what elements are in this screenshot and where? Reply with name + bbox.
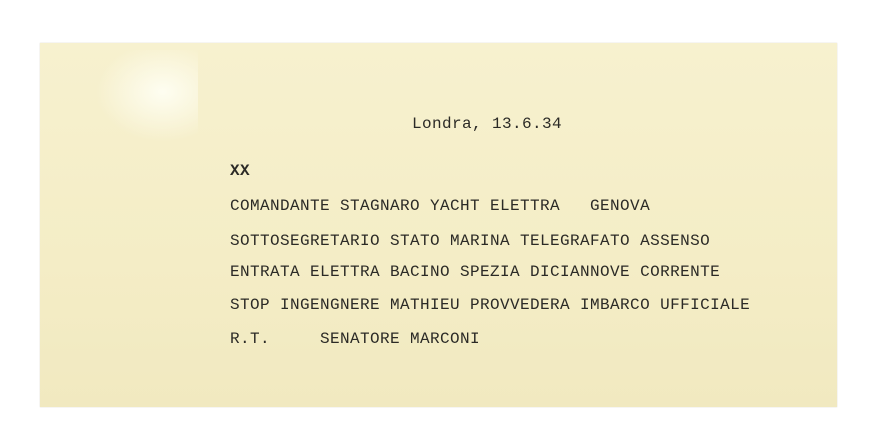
message-line-1: COMANDANTE STAGNARO YACHT ELETTRA GENOVA bbox=[230, 197, 651, 215]
message-line-5: R.T. SENATORE MARCONI bbox=[230, 330, 481, 348]
message-line-4: STOP INGENGNERE MATHIEU PROVVEDERA IMBARCO UFFICIALE bbox=[230, 296, 751, 314]
telegram-paper bbox=[40, 43, 837, 407]
message-line-3: ENTRATA ELETTRA BACINO SPEZIA DICIANNOVE CORRENTE bbox=[230, 263, 721, 281]
struck-mark: XX bbox=[230, 162, 251, 180]
message-line-2: SOTTOSEGRETARIO STATO MARINA TELEGRAFATO ASSENSO bbox=[230, 232, 711, 250]
date-line: Londra, 13.6.34 bbox=[412, 115, 563, 133]
